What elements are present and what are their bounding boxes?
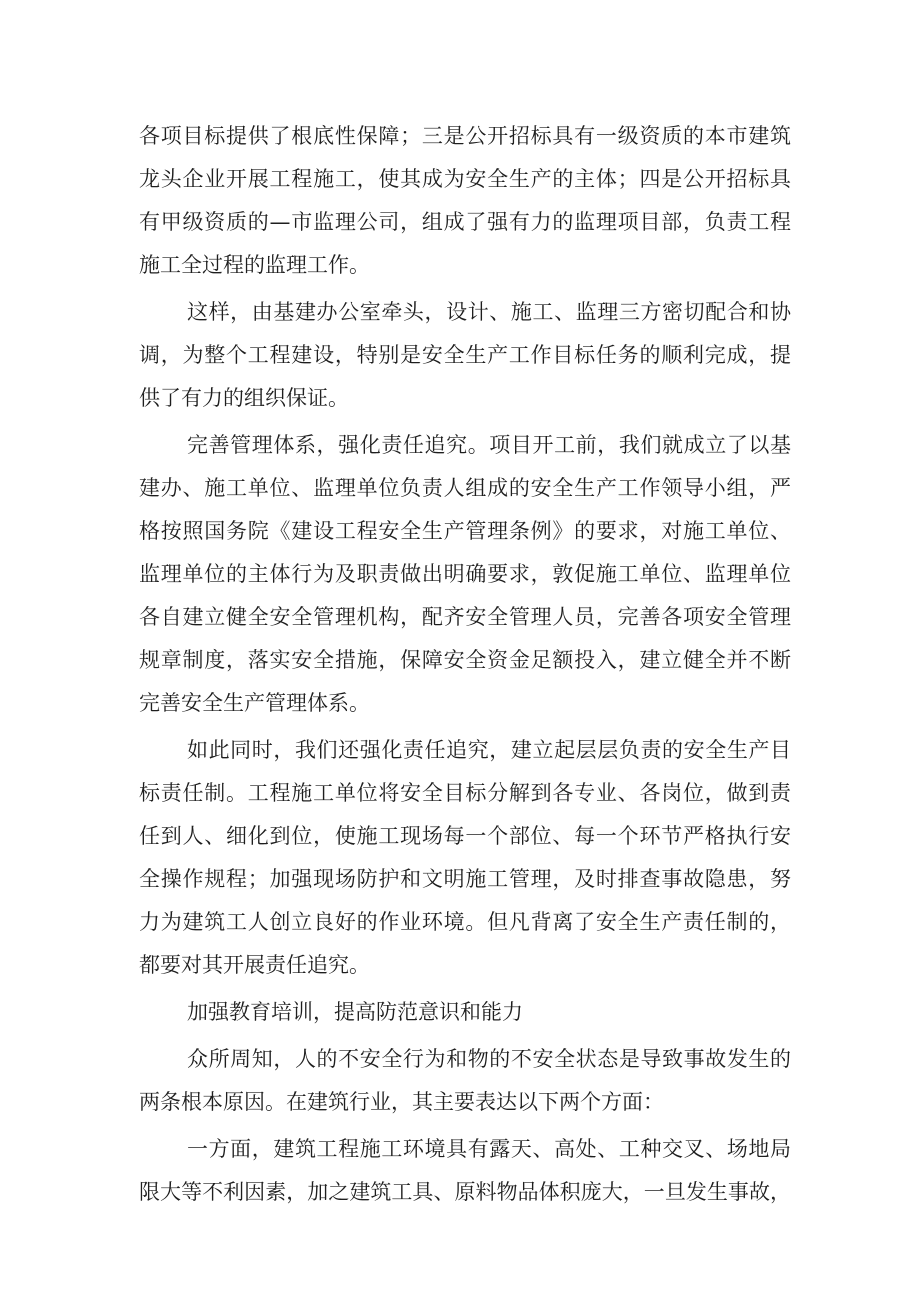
text-line: 标责任制。工程施工单位将安全目标分解到各专业、各岗位，做到责 xyxy=(139,781,791,805)
text-line: 规章制度，落实安全措施，保障安全资金足额投入，建立健全并不断 xyxy=(139,648,791,672)
text-line: 力为建筑工人创立良好的作业环境。但凡背离了安全生产责任制的， xyxy=(139,910,791,934)
section-heading: 加强教育培训，提高防范意识和能力 xyxy=(187,1000,523,1024)
text-line: 如此同时，我们还强化责任追究，建立起层层负责的安全生产目 xyxy=(187,738,791,762)
text-line: 完善管理体系，强化责任追究。项目开工前，我们就成立了以基 xyxy=(187,433,791,457)
text-line: 各项目标提供了根底性保障；三是公开招标具有一级资质的本市建筑 xyxy=(139,124,791,148)
text-line: 监理单位的主体行为及职责做出明确要求，敦促施工单位、监理单位 xyxy=(139,562,791,586)
text-line: 完善安全生产管理体系。 xyxy=(139,691,370,715)
text-line: 众所周知，人的不安全行为和物的不安全状态是导致事故发生的 xyxy=(187,1047,791,1071)
text-line: 建办、施工单位、监理单位负责人组成的安全生产工作领导小组，严 xyxy=(139,476,791,500)
text-line: 龙头企业开展工程施工，使其成为安全生产的主体；四是公开招标具 xyxy=(139,167,791,191)
text-line: 限大等不利因素，加之建筑工具、原料物品体积庞大，一旦发生事故， xyxy=(139,1180,791,1204)
text-line: 供了有力的组织保证。 xyxy=(139,386,349,410)
text-line: 施工全过程的监理工作。 xyxy=(139,253,370,277)
text-line: 这样，由基建办公室牵头，设计、施工、监理三方密切配合和协 xyxy=(187,300,791,324)
text-line: 各自建立健全安全管理机构，配齐安全管理人员，完善各项安全管理 xyxy=(139,605,791,629)
text-line: 格按照国务院《建设工程安全生产管理条例》的要求，对施工单位、 xyxy=(139,519,791,543)
text-line: 一方面，建筑工程施工环境具有露天、高处、工种交叉、场地局 xyxy=(187,1137,791,1161)
text-line: 都要对其开展责任追究。 xyxy=(139,953,370,977)
text-line: 两条根本原因。在建筑行业，其主要表达以下两个方面： xyxy=(139,1090,664,1114)
text-line: 有甲级资质的—市监理公司，组成了强有力的监理项目部，负责工程 xyxy=(139,210,791,234)
text-line: 任到人、细化到位，使施工现场每一个部位、每一个环节严格执行安 xyxy=(139,824,791,848)
text-line: 调，为整个工程建设，特别是安全生产工作目标任务的顺利完成，提 xyxy=(139,343,791,367)
text-line: 全操作规程；加强现场防护和文明施工管理，及时排查事故隐患，努 xyxy=(139,867,791,891)
